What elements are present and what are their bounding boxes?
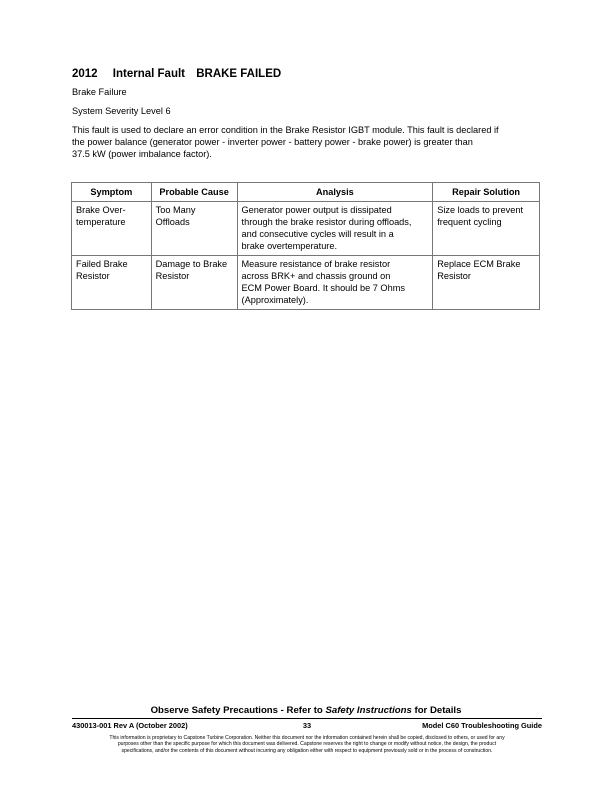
legal-line: This information is proprietary to Capstone Turbine Corporation. Neither this document nor the information contained herein shall be copied, disclosed to others, or used for any bbox=[109, 735, 505, 741]
document-number: 430013-001 Rev A (October 2002) bbox=[72, 721, 188, 730]
fault-heading bbox=[72, 68, 281, 80]
description-line: This fault is used to declare an error condition in the Brake Resistor IGBT module. This fault is declared if bbox=[72, 125, 499, 135]
proprietary-notice bbox=[68, 735, 546, 754]
troubleshooting-table bbox=[71, 182, 540, 310]
fault-code: 2012 bbox=[72, 68, 98, 80]
symptom-cell: Brake Over- temperature bbox=[72, 202, 152, 256]
page-number: 33 bbox=[302, 721, 312, 730]
fault-description bbox=[72, 124, 542, 160]
header-symptom: Symptom bbox=[72, 183, 152, 202]
description-line: 37.5 kW (power imbalance factor). bbox=[72, 149, 212, 159]
page-footer bbox=[72, 721, 542, 731]
header-probable-cause: Probable Cause bbox=[151, 183, 237, 202]
solution-cell: Size loads to prevent frequent cycling bbox=[433, 202, 540, 256]
footer-divider bbox=[72, 718, 542, 719]
symptom-cell: Failed Brake Resistor bbox=[72, 256, 152, 310]
cause-cell: Damage to Brake Resistor bbox=[151, 256, 237, 310]
legal-line: specifications, and/or the contents of this document without incurring any obligation either with respect to equipment previously sold or in the process of construction. bbox=[121, 747, 493, 754]
table-row bbox=[72, 256, 540, 310]
guide-title: Model C60 Troubleshooting Guide bbox=[422, 721, 542, 730]
safety-banner: Observe Safety Precautions - Refer to Safety Instructions for Details bbox=[150, 705, 462, 716]
header-repair-solution: Repair Solution bbox=[433, 183, 540, 202]
fault-subtitle: Brake Failure bbox=[72, 87, 127, 97]
fault-type: Internal Fault bbox=[112, 68, 185, 80]
solution-cell: Replace ECM Brake Resistor bbox=[433, 256, 540, 310]
fault-name: BRAKE FAILED bbox=[196, 68, 282, 80]
table-row bbox=[72, 202, 540, 256]
safety-instructions-reference: Safety Instructions bbox=[325, 705, 412, 716]
header-analysis: Analysis bbox=[237, 183, 433, 202]
table-header-row bbox=[72, 183, 540, 202]
severity-level: System Severity Level 6 bbox=[72, 106, 171, 116]
description-line: the power balance (generator power - inverter power - battery power - brake power) is greater than bbox=[72, 137, 473, 147]
cause-cell: Too Many Offloads bbox=[151, 202, 237, 256]
analysis-cell: Generator power output is dissipated through the brake resistor during offloads, and consecutive cycles will result in a brake overtemperature. bbox=[237, 202, 433, 256]
legal-line: purposes other than the specific purpose for which this document was delivered. Capstone reserves the right to change or modify without notice, the design, the product bbox=[117, 741, 497, 748]
analysis-cell: Measure resistance of brake resistor across BRK+ and chassis ground on ECM Power Board. It should be 7 Ohms (Approximately). bbox=[237, 256, 433, 310]
